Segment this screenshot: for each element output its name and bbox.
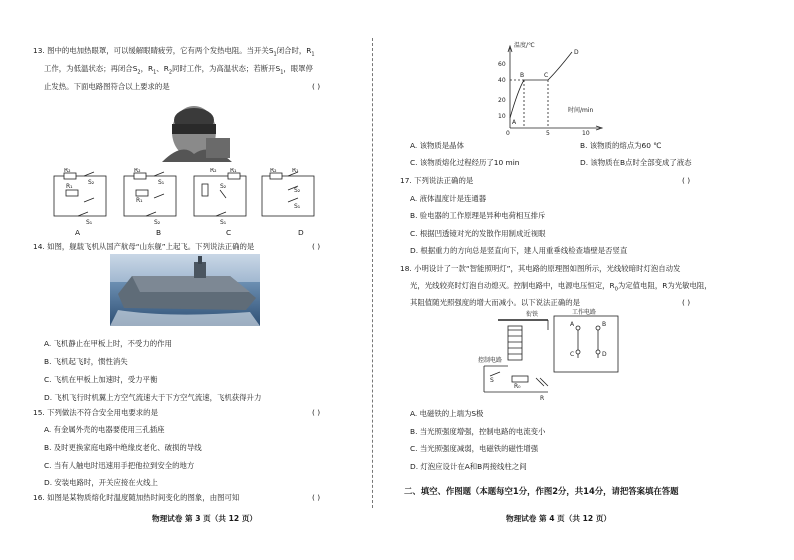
section-2-heading: 二、填空、作图题（本题每空1分，作图2分，共14分，请把答案填在答题 [404,486,679,496]
q16-option-b: B. 该物质的熔点为60 ℃ [580,141,662,150]
page-3 [0,0,372,560]
eye-mask-photo [152,98,238,164]
svg-text:R₁: R₁ [230,168,237,174]
footer-page-4: 物理试卷 第 4 页（共 12 页） [506,514,612,523]
graph-ytick-40: 40 [498,77,506,84]
graph-ytick-20: 20 [498,97,506,104]
page-4 [378,0,794,560]
q15-line1: 15. 下列做法不符合安全用电要求的是 [33,408,158,417]
q14-answer-paren: ( ) [312,242,321,251]
q13-line3: 止发热。下面电路图符合以上要求的是 [44,82,170,91]
label-work-circuit: 工作电路 [572,309,597,316]
svg-text:R₁: R₁ [292,168,299,174]
svg-text:S₂: S₂ [154,219,161,226]
label-d: D [602,351,607,358]
smart-light-circuit [478,306,628,402]
melting-graph [496,40,606,136]
svg-text:R₂: R₂ [210,168,217,174]
svg-text:R₁: R₁ [136,197,143,204]
q17-line1: 17. 下列说法正确的是 [400,176,474,185]
label-c: C [570,351,575,358]
q14-option-d: D. 飞机飞行时机翼上方空气流速大于下方空气流速，飞机获得升力 [44,393,262,402]
graph-ylabel: 温度/℃ [514,42,535,49]
q15-option-b: B. 及时更换家庭电路中绝缘皮老化、破损的导线 [44,443,202,452]
q18-answer-paren: ( ) [682,298,691,307]
q13-option-c: C [226,228,232,237]
q18-line1: 18. 小明设计了一款“智能照明灯”，其电路的原理图如图所示，光线较暗时灯泡自动发 [400,264,681,273]
q13-line1: 13. 图中的电加热眼罩，可以缓解眼睛疲劳，它有两个发热电阻。当开关$S_1$闭合时，$R_1$ [33,46,315,58]
q16-option-d: D. 该物质在B点时全部变成了液态 [580,158,692,167]
q13-option-b: B [156,228,162,237]
q16-option-a: A. 该物质是晶体 [410,141,464,150]
q17-option-d: D. 根据重力的方向总是竖直向下，建人用重垂线检查墙壁是否竖直 [410,246,628,255]
graph-xtick-0: 0 [506,130,510,136]
q18-option-d: D. 灯泡应设计在A和B两接线柱之间 [410,462,527,471]
graph-point-d: D [574,49,579,56]
svg-text:S₂: S₂ [88,179,95,186]
svg-text:S₁: S₁ [158,179,165,186]
q13-line2: 工作，为低温状态；再闭合$S_2$，$R_1$、$R_2$同时工作，为高温状态；若断开$S_1$，眼罩停 [44,64,313,76]
q13-option-a: A [75,228,81,237]
label-control-circuit: 控制电路 [478,357,503,364]
label-switch: S [490,377,494,384]
q16-line1: 16. 如图是某物质熔化时温度随加热时间变化的图象，由图可知 [33,493,240,502]
page-divider [372,38,373,508]
q14-option-b: B. 飞机起飞时，惯性消失 [44,357,128,366]
svg-text:S₂: S₂ [220,183,227,190]
q13-circuit-diagrams [50,168,320,228]
q15-option-c: C. 当有人触电时迅速用手把他拉到安全的地方 [44,461,195,470]
svg-text:S₂: S₂ [294,187,301,194]
q16-option-c: C. 该物质熔化过程经历了10 min [410,158,520,167]
label-r0: R₀ [514,383,521,390]
svg-text:R₂: R₂ [134,168,141,174]
svg-text:S₁: S₁ [86,219,93,226]
graph-ytick-60: 60 [498,61,506,68]
q17-option-a: A. 液体温度计是连通器 [410,194,487,203]
svg-text:S₁: S₁ [220,219,227,226]
q18-option-c: C. 当光照强度减弱，电磁铁的磁性增强 [410,444,539,453]
svg-text:R₂: R₂ [270,168,277,174]
graph-xtick-5: 5 [546,130,550,136]
q15-option-d: D. 安装电路时，开关应接在火线上 [44,478,158,487]
graph-point-c: C [544,72,549,79]
q18-option-a: A. 电磁铁的上端为S极 [410,409,484,418]
label-b: B [602,321,607,328]
q13-option-d: D [298,228,304,237]
graph-xtick-10: 10 [582,130,590,136]
graph-ytick-10: 10 [498,113,506,120]
q16-answer-paren: ( ) [312,493,321,502]
label-r: R [540,395,545,402]
q13-answer-paren: ( ) [312,82,321,91]
svg-text:R₂: R₂ [64,168,71,174]
q17-answer-paren: ( ) [682,176,691,185]
label-armature: 衔铁 [526,311,539,318]
label-a: A [570,321,575,328]
graph-xlabel: 时间/min [568,107,594,114]
q15-option-a: A. 有金属外壳的电器要使用三孔插座 [44,425,165,434]
graph-point-b: B [520,72,525,79]
aircraft-carrier-photo [110,254,260,326]
q17-option-b: B. 验电器的工作原理是异种电荷相互排斥 [410,211,546,220]
q17-option-c: C. 根据凹透镜对光的发散作用制成近视眼 [410,229,546,238]
q18-option-b: B. 当光照强度增强，控制电路的电流变小 [410,427,546,436]
q15-answer-paren: ( ) [312,408,321,417]
q14-option-a: A. 飞机静止在甲板上时，不受力的作用 [44,339,172,348]
graph-point-a: A [512,119,517,126]
q14-option-c: C. 飞机在甲板上加速时，受力平衡 [44,375,158,384]
q18-line2: 光，光线较亮时灯泡自动熄灭。控制电路中，电源电压恒定，$R_0$为定值电阻，R为光敏电阻， [410,281,712,293]
svg-text:S₁: S₁ [294,203,301,210]
footer-page-3: 物理试卷 第 3 页（共 12 页） [152,514,258,523]
svg-text:R₁: R₁ [66,183,73,190]
q14-line1: 14. 如图，舰载飞机从国产航母“山东舰”上起飞。下列说法正确的是 [33,242,255,251]
q18-line3: 其阻值随光照强度的增大而减小。以下说法正确的是 [410,298,580,307]
